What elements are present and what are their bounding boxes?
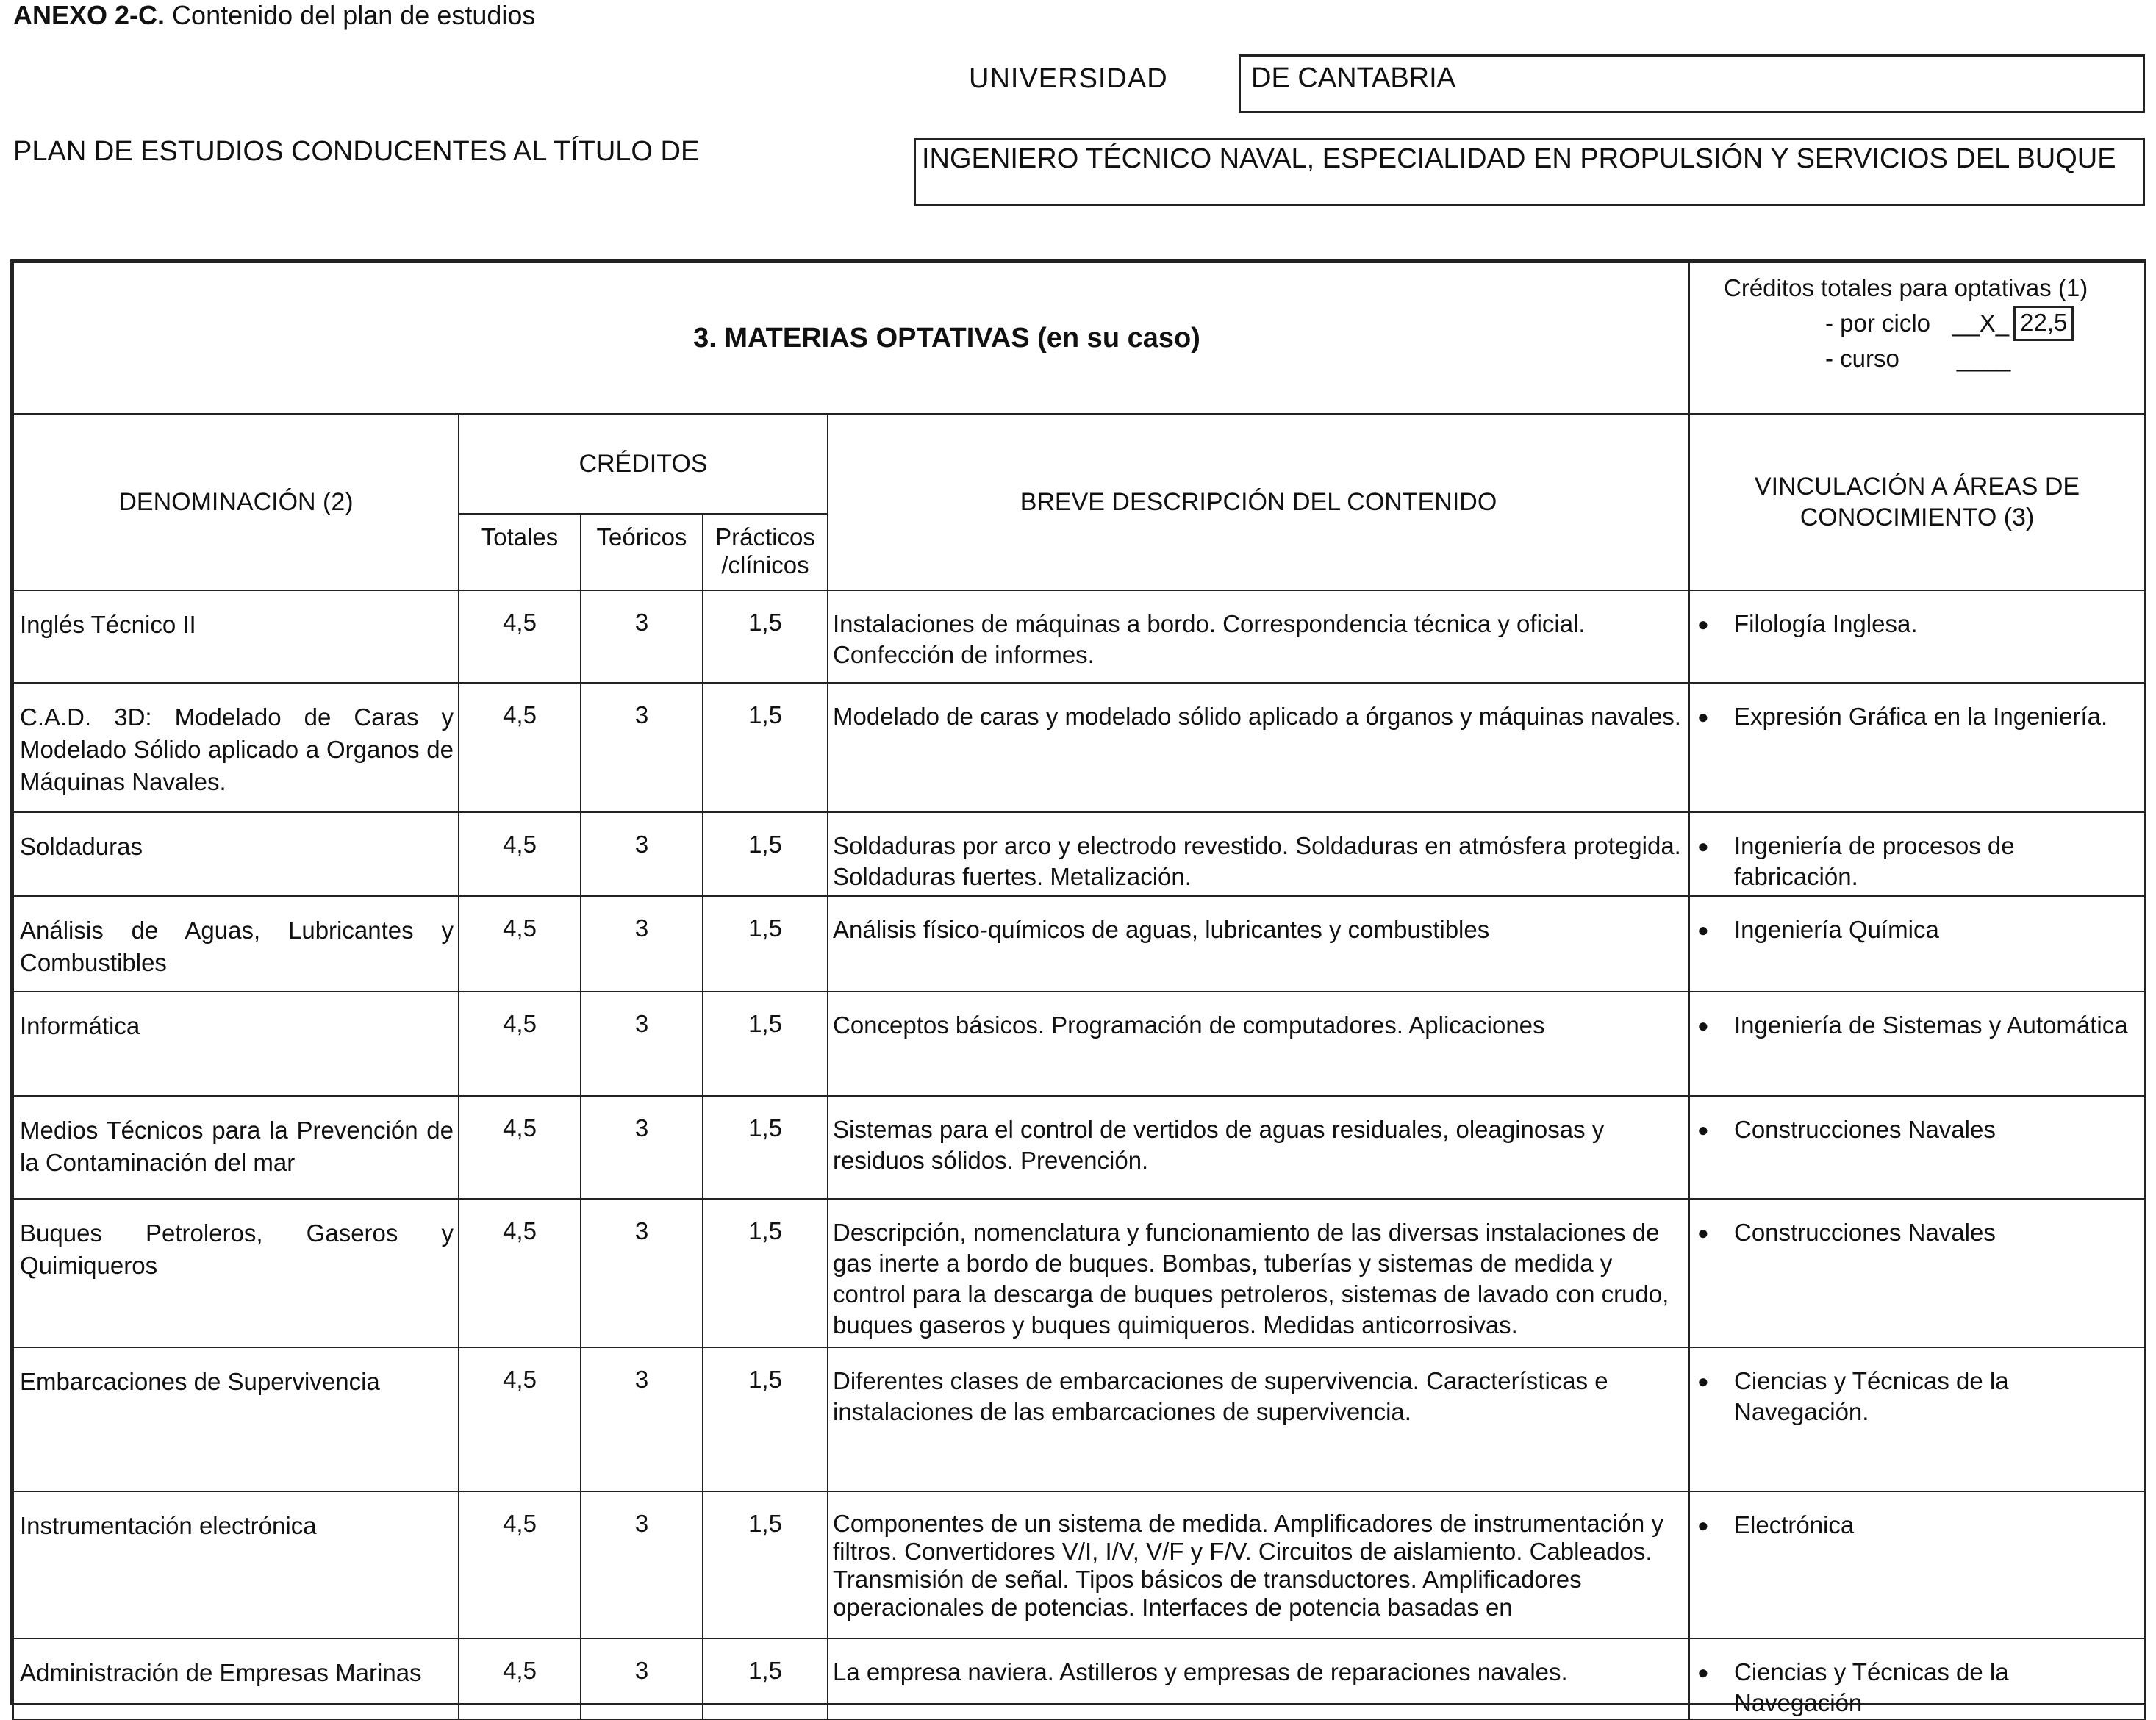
row-practicos: 1,5 bbox=[703, 1638, 828, 1719]
row-teoricos: 3 bbox=[581, 1199, 703, 1347]
university-value: DE CANTABRIA bbox=[1251, 62, 1456, 93]
optatives-credits-cell bbox=[1689, 262, 2145, 414]
por-ciclo-label: - por ciclo bbox=[1825, 309, 1931, 337]
bullet-icon: ● bbox=[1697, 706, 1709, 728]
row-totales: 4,5 bbox=[459, 896, 581, 992]
row-teoricos: 3 bbox=[581, 1096, 703, 1199]
optatives-title: Créditos totales para optativas (1) bbox=[1724, 274, 2088, 301]
table-row bbox=[13, 590, 2145, 683]
row-denominacion: C.A.D. 3D: Modelado de Caras y Modelado Sólido aplicado a Organos de Máquinas Navales. bbox=[13, 683, 459, 812]
por-ciclo-line bbox=[1690, 306, 2144, 341]
bullet-icon: ● bbox=[1697, 1661, 1709, 1683]
row-area: Ciencias y Técnicas de la Navegación bbox=[1734, 1658, 2009, 1716]
row-descripcion: Componentes de un sistema de medida. Amplificadores de instrumentación y filtros. Convertidores V/I, I/V, V/F y F/V. Circuitos de aislamiento. Cableados. Transmisión de señal. Tipos básicos de transductores. Amplificadores operacionales de potencias. Interfaces de potencia basadas en bbox=[828, 1491, 1689, 1638]
row-teoricos: 3 bbox=[581, 683, 703, 812]
table-row bbox=[13, 1491, 2145, 1638]
row-totales: 4,5 bbox=[459, 1199, 581, 1347]
row-area: Construcciones Navales bbox=[1734, 1116, 1996, 1143]
university-box bbox=[1239, 54, 2145, 113]
row-denominacion: Informática bbox=[13, 992, 459, 1096]
optativas-table bbox=[12, 262, 2146, 1720]
row-totales: 4,5 bbox=[459, 590, 581, 683]
table-row bbox=[13, 812, 2145, 896]
row-descripcion: Sistemas para el control de vertidos de aguas residuales, oleaginosas y residuos sólidos. Prevención. bbox=[828, 1096, 1689, 1199]
row-area-cell bbox=[1689, 683, 2145, 812]
table-row bbox=[13, 896, 2145, 992]
row-area: Construcciones Navales bbox=[1734, 1219, 1996, 1246]
row-denominacion: Inglés Técnico II bbox=[13, 590, 459, 683]
table-row bbox=[13, 683, 2145, 812]
row-area-cell bbox=[1689, 896, 2145, 992]
section-title: 3. MATERIAS OPTATIVAS (en su caso) bbox=[693, 322, 1200, 354]
col-creditos: CRÉDITOS bbox=[459, 414, 828, 514]
row-area-cell bbox=[1689, 992, 2145, 1096]
plan-value: INGENIERO TÉCNICO NAVAL, ESPECIALIDAD EN PROPULSIÓN Y SERVICIOS DEL BUQUE bbox=[922, 143, 2116, 174]
annex-subtitle: Contenido del plan de estudios bbox=[165, 0, 536, 30]
row-practicos: 1,5 bbox=[703, 1347, 828, 1491]
col-denominacion: DENOMINACIÓN (2) bbox=[13, 414, 459, 590]
row-totales: 4,5 bbox=[459, 1638, 581, 1719]
row-teoricos: 3 bbox=[581, 896, 703, 992]
row-totales: 4,5 bbox=[459, 1347, 581, 1491]
row-area: Ingeniería Química bbox=[1734, 916, 1939, 943]
col-teoricos: Teóricos bbox=[581, 514, 703, 590]
por-ciclo-value: 22,5 bbox=[2013, 306, 2074, 341]
row-totales: 4,5 bbox=[459, 992, 581, 1096]
por-ciclo-mark: __X_ bbox=[1952, 309, 2010, 337]
row-area: Ingeniería de Sistemas y Automática bbox=[1734, 1011, 2128, 1039]
bullet-icon: ● bbox=[1697, 1014, 1709, 1036]
row-area: Filología Inglesa. bbox=[1734, 610, 1918, 637]
row-area-cell bbox=[1689, 1199, 2145, 1347]
row-descripcion: Soldaduras por arco y electrodo revestido. Soldaduras en atmósfera protegida. Soldaduras fuertes. Metalización. bbox=[828, 812, 1689, 896]
plan-label: PLAN DE ESTUDIOS CONDUCENTES AL TÍTULO DE bbox=[13, 136, 700, 167]
row-descripcion: Análisis físico-químicos de aguas, lubricantes y combustibles bbox=[828, 896, 1689, 992]
row-denominacion: Embarcaciones de Supervivencia bbox=[13, 1347, 459, 1491]
row-teoricos: 3 bbox=[581, 812, 703, 896]
row-area-cell bbox=[1689, 1347, 2145, 1491]
bullet-icon: ● bbox=[1697, 1119, 1709, 1141]
bullet-icon: ● bbox=[1697, 835, 1709, 857]
row-area-cell bbox=[1689, 812, 2145, 896]
section-header-row bbox=[13, 262, 2145, 414]
bullet-icon: ● bbox=[1697, 1222, 1709, 1244]
bullet-icon: ● bbox=[1697, 919, 1709, 941]
row-descripcion: Descripción, nomenclatura y funcionamiento de las diversas instalaciones de gas inerte a bordo de buques. Bombas, tuberías y sistemas de medida y control para la descarga de buques petroleros, sistemas de lavado con crudo, buques gaseros y buques quimiqueros. Medidas anticorrosivas. bbox=[828, 1199, 1689, 1347]
section-title-cell bbox=[13, 262, 1689, 414]
row-descripcion: Modelado de caras y modelado sólido aplicado a órganos y máquinas navales. bbox=[828, 683, 1689, 812]
row-denominacion: Soldaduras bbox=[13, 812, 459, 896]
row-area-cell bbox=[1689, 1491, 2145, 1638]
row-teoricos: 3 bbox=[581, 1638, 703, 1719]
col-practicos: Prácticos /clínicos bbox=[703, 514, 828, 590]
row-totales: 4,5 bbox=[459, 812, 581, 896]
bullet-icon: ● bbox=[1697, 1370, 1709, 1392]
row-area-cell bbox=[1689, 1096, 2145, 1199]
row-area-cell bbox=[1689, 590, 2145, 683]
curso-label: - curso bbox=[1825, 345, 1899, 372]
bullet-icon: ● bbox=[1697, 613, 1709, 635]
row-teoricos: 3 bbox=[581, 992, 703, 1096]
row-area: Electrónica bbox=[1734, 1511, 1855, 1538]
curso-line bbox=[1690, 341, 2144, 376]
row-totales: 4,5 bbox=[459, 1491, 581, 1638]
row-denominacion: Análisis de Aguas, Lubricantes y Combustibles bbox=[13, 896, 459, 992]
table-row bbox=[13, 1347, 2145, 1491]
row-denominacion: Instrumentación electrónica bbox=[13, 1491, 459, 1638]
row-descripcion: Conceptos básicos. Programación de computadores. Aplicaciones bbox=[828, 992, 1689, 1096]
row-practicos: 1,5 bbox=[703, 1491, 828, 1638]
row-area-cell bbox=[1689, 1638, 2145, 1719]
row-area: Ingeniería de procesos de fabricación. bbox=[1734, 832, 2015, 890]
row-denominacion: Medios Técnicos para la Prevención de la Contaminación del mar bbox=[13, 1096, 459, 1199]
row-denominacion: Administración de Empresas Marinas bbox=[13, 1638, 459, 1719]
plan-box bbox=[914, 138, 2145, 206]
row-practicos: 1,5 bbox=[703, 1199, 828, 1347]
row-practicos: 1,5 bbox=[703, 812, 828, 896]
row-area: Ciencias y Técnicas de la Navegación. bbox=[1734, 1367, 2009, 1425]
row-denominacion: Buques Petroleros, Gaseros y Quimiqueros bbox=[13, 1199, 459, 1347]
row-practicos: 1,5 bbox=[703, 590, 828, 683]
column-header-row bbox=[13, 414, 2145, 514]
row-area: Expresión Gráfica en la Ingeniería. bbox=[1734, 703, 2108, 730]
col-descripcion: BREVE DESCRIPCIÓN DEL CONTENIDO bbox=[828, 414, 1689, 590]
row-descripcion: La empresa naviera. Astilleros y empresas de reparaciones navales. bbox=[828, 1638, 1689, 1719]
row-practicos: 1,5 bbox=[703, 1096, 828, 1199]
row-practicos: 1,5 bbox=[703, 992, 828, 1096]
table-row bbox=[13, 992, 2145, 1096]
annex-number: ANEXO 2-C. bbox=[13, 0, 165, 30]
university-label: UNIVERSIDAD bbox=[969, 63, 1168, 94]
row-totales: 4,5 bbox=[459, 683, 581, 812]
row-teoricos: 3 bbox=[581, 1347, 703, 1491]
col-vinculacion: VINCULACIÓN A ÁREAS DE CONOCIMIENTO (3) bbox=[1689, 414, 2145, 590]
annex-title bbox=[13, 0, 535, 31]
bullet-icon: ● bbox=[1697, 1514, 1709, 1536]
optativas-table-frame bbox=[10, 259, 2146, 1716]
row-practicos: 1,5 bbox=[703, 896, 828, 992]
row-descripcion: Diferentes clases de embarcaciones de supervivencia. Características e instalaciones de las embarcaciones de supervivencia. bbox=[828, 1347, 1689, 1491]
table-row bbox=[13, 1199, 2145, 1347]
row-totales: 4,5 bbox=[459, 1096, 581, 1199]
table-row bbox=[13, 1096, 2145, 1199]
row-descripcion: Instalaciones de máquinas a bordo. Correspondencia técnica y oficial. Confección de informes. bbox=[828, 590, 1689, 683]
row-practicos: 1,5 bbox=[703, 683, 828, 812]
table-row bbox=[13, 1638, 2145, 1719]
row-teoricos: 3 bbox=[581, 590, 703, 683]
col-totales: Totales bbox=[459, 514, 581, 590]
curso-mark: ____ bbox=[1956, 345, 2011, 372]
row-teoricos: 3 bbox=[581, 1491, 703, 1638]
